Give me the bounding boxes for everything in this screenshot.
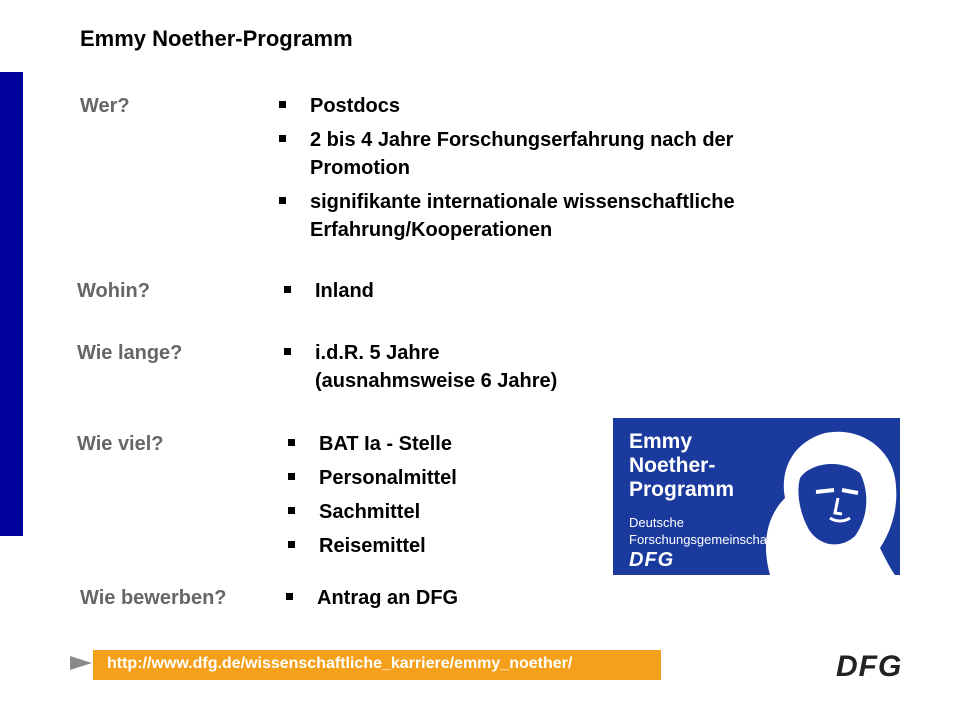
list-item: Inland	[280, 277, 580, 305]
portrait-icon	[730, 418, 900, 575]
logo-title-line-2: Noether-	[629, 454, 716, 477]
bullet-square-icon	[279, 101, 286, 108]
label-wer: Wer?	[80, 95, 130, 117]
bullet-square-icon	[284, 286, 291, 293]
list-wie-bewerben	[282, 584, 582, 618]
bullet-square-icon	[288, 541, 295, 548]
bullet-square-icon	[279, 197, 286, 204]
list-item: BAT Ia - Stelle	[284, 430, 584, 458]
page-title: Emmy Noether-Programm	[80, 26, 353, 51]
list-item: signifikante internationale wissenschaftliche Erfahrung/Kooperationen	[275, 188, 835, 244]
logo-title-line-3: Programm	[629, 478, 735, 501]
url-link[interactable]: http://www.dfg.de/wissenschaftliche_karriere/emmy_noether/	[107, 655, 573, 672]
label-wohin: Wohin?	[77, 280, 150, 302]
left-accent-bar	[0, 72, 23, 536]
logo-subtitle-line-1: Deutsche	[629, 515, 684, 530]
list-item: Reisemittel	[284, 532, 584, 560]
list-item: 2 bis 4 Jahre Forschungserfahrung nach der Promotion	[275, 126, 835, 182]
bullet-square-icon	[286, 593, 293, 600]
list-item: i.d.R. 5 Jahre (ausnahmsweise 6 Jahre)	[280, 339, 580, 395]
list-item: Sachmittel	[284, 498, 584, 526]
list-wie-lange	[280, 339, 580, 401]
label-wie-lange: Wie lange?	[77, 342, 183, 364]
list-item: Postdocs	[275, 92, 835, 120]
list-wohin	[280, 277, 580, 311]
list-wer	[275, 92, 835, 250]
label-wie-viel: Wie viel?	[77, 433, 164, 455]
logo-title-line-1: Emmy	[629, 430, 693, 453]
list-wie-viel	[284, 430, 584, 566]
dfg-logo: DFG	[836, 650, 903, 683]
list-item: Personalmittel	[284, 464, 584, 492]
bullet-square-icon	[284, 348, 291, 355]
label-wie-bewerben: Wie bewerben?	[80, 587, 227, 609]
list-item: Antrag an DFG	[282, 584, 582, 612]
url-banner[interactable]	[93, 650, 661, 680]
logo-dfg-mark: DFG	[629, 549, 675, 571]
bullet-square-icon	[279, 135, 286, 142]
bullet-square-icon	[288, 507, 295, 514]
bullet-square-icon	[288, 473, 295, 480]
arrow-right-icon	[70, 656, 92, 670]
logo-subtitle-line-2: Forschungsgemeinschaft	[629, 532, 775, 547]
emmy-noether-logo	[613, 418, 900, 575]
bullet-square-icon	[288, 439, 295, 446]
